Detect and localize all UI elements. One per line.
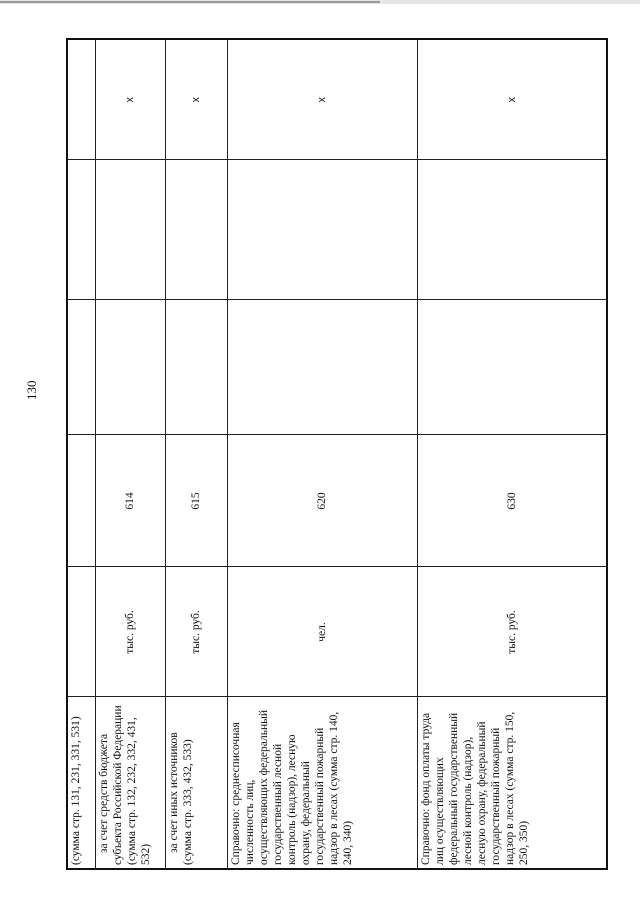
code-cell: 614 [95,435,165,567]
mark-cell: x [227,39,417,160]
page-number: 130 [24,380,39,400]
row-label: за счет средств бюджета субъекта Российской Федерации (сумма стр. 132, 232, 332, 431, 532) [95,697,165,869]
table-row [67,39,95,869]
table-row [417,39,607,869]
table-row [95,39,165,869]
unit-cell: тыс. руб. [417,567,607,697]
mark-cell: x [417,39,607,160]
value-cell [165,300,227,435]
code-cell: 615 [165,435,227,567]
mark-cell: x [95,39,165,160]
code-cell: 620 [227,435,417,567]
value-cell [67,300,95,435]
mark-cell [67,39,95,160]
report-table [66,38,608,870]
row-label: (сумма стр. 131, 231, 331, 531) [67,697,95,869]
code-cell: 630 [417,435,607,567]
row-label: Справочно: фонд оплаты труда лиц осуществляющих федеральный государственный лесной контроль (надзор), лесную охрану, федеральный государственный пожарный надзор в лесах (сумма стр. 150, 250, 350) [417,697,607,869]
value-cell [95,300,165,435]
table-row [227,39,417,869]
unit-cell: тыс. руб. [165,567,227,697]
unit-cell [67,567,95,697]
row-label: за счет иных источников (сумма стр. 333, 432, 533) [165,697,227,869]
unit-cell: тыс. руб. [95,567,165,697]
value-cell [165,160,227,300]
unit-cell: чел. [227,567,417,697]
code-cell [67,435,95,567]
value-cell [95,160,165,300]
value-cell [417,160,607,300]
value-cell [227,160,417,300]
rotated-page [24,40,606,870]
value-cell [417,300,607,435]
table-row [165,39,227,869]
row-label: Справочно: среднесписочная численность лиц, осуществляющих федеральный государственный лесной контроль (надзор), лесную охрану, федеральный государственный пожарный надзор в лесах (сумма стр. 140, 240, 340) [227,697,417,869]
scan-top-edge-shadow [0,1,380,3]
value-cell [67,160,95,300]
mark-cell: x [165,39,227,160]
value-cell [227,300,417,435]
